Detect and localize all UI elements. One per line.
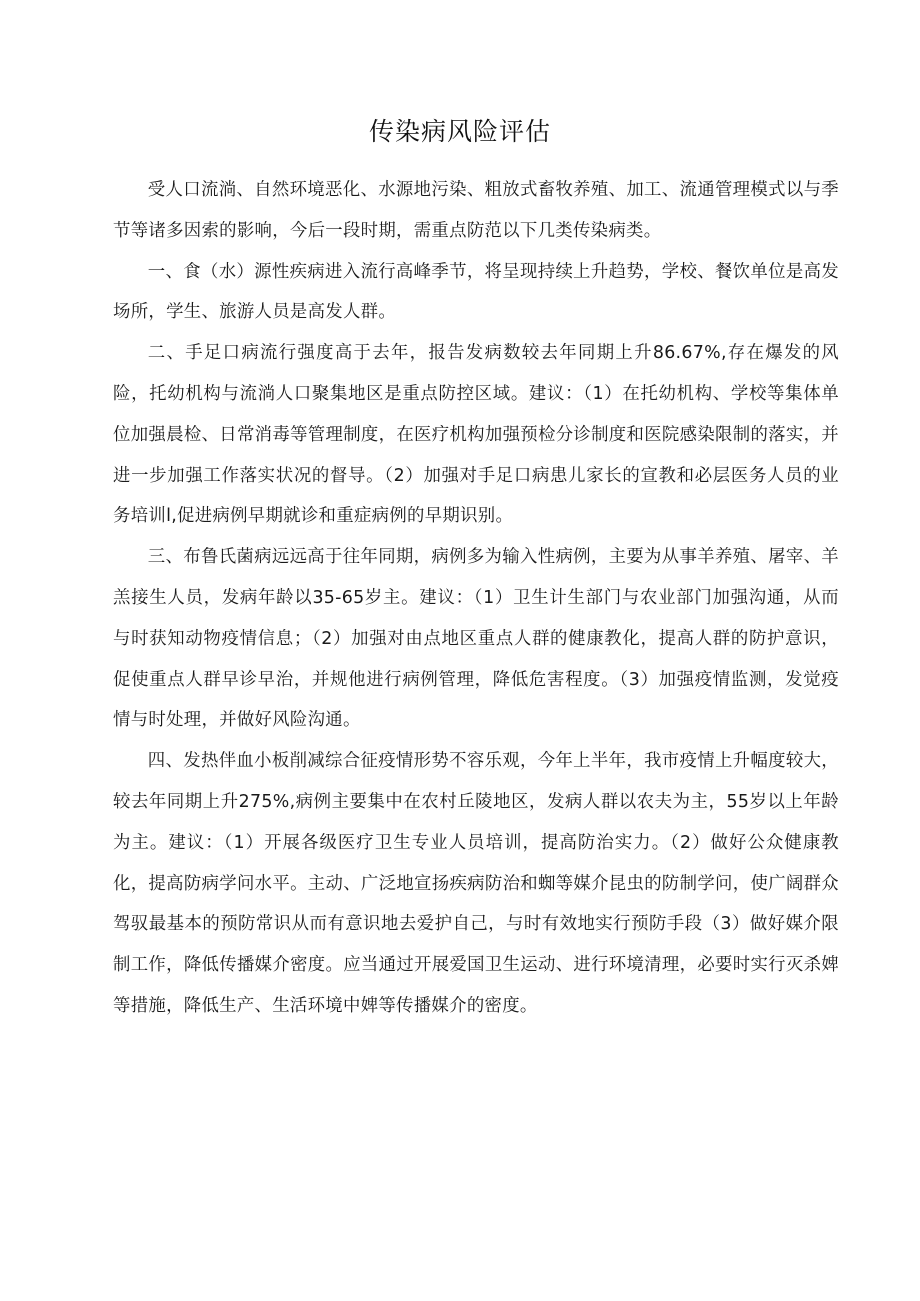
paragraph-brucellosis: 三、布鲁氏菌病远远高于往年同期，病例多为输入性病例，主要为从事羊养殖、屠宰、羊羔接生人员，发病年龄以35-65岁主。建议：（1）卫生计生部门与农业部门加强沟通，从而与时获知动物疫情信息；（2）加强对由点地区重点人群的健康教化，提高人群的防护意识，促使重点人群早诊早治，并规他进行病例管理，降低危害程度。（3）加强疫情监测，发觉疫情与时处理，并做好风险沟通。 xyxy=(113,547,839,731)
document-body xyxy=(113,170,839,1027)
document-title: 传染病风险评估 xyxy=(368,117,551,146)
paragraph-foodborne: 一、食（水）源性疾病进入流行高峰季节，将呈现持续上升趋势，学校、餐饮单位是高发场所，学生、旅游人员是高发人群。 xyxy=(113,261,839,323)
paragraph-intro: 受人口流淌、自然环境恶化、水源地污染、粗放式畜牧养殖、加工、流通管理模式以与季节等诸多因索的影响，今后一段时期，需重点防范以下几类传染病类。 xyxy=(113,180,839,241)
paragraph-sfts: 四、发热伴血小板削减综合征疫情形势不容乐观，今年上半年，我市疫情上升幅度较大，较去年同期上升275%,病例主要集中在农村丘陵地区，发病人群以农夫为主，55岁以上年龄为主。建议：（1）开展各级医疗卫生专业人员培训，提高防治实力。（2）做好公众健康教化，提高防病学问水平。主动、广泛地宣扬疾病防治和蜘等媒介昆虫的防制学问，使广阔群众驾驭最基本的预防常识从而有意识地去爱护自己，与时有效地实行预防手段（3）做好媒介限制工作，降低传播媒介密度。应当通过开展爱国卫生运动、进行环境清理，必要时实行灭杀婢等措施，降低生产、生活环境中婢等传播媒介的密度。 xyxy=(113,751,839,1016)
paragraph-hfmd: 二、手足口病流行强度高于去年，报告发病数较去年同期上升86.67%,存在爆发的风险，托幼机构与流淌人口聚集地区是重点防控区域。建议：（1）在托幼机构、学校等集体单位加强晨检、日常消毒等管理制度，在医疗机构加强预检分诊制度和医院感染限制的落实，并进一步加强工作落实状况的督导。（2）加强对手足口病患儿家长的宣教和必层医务人员的业务培训l,促进病例早期就诊和重症病例的早期识别。 xyxy=(113,343,839,527)
